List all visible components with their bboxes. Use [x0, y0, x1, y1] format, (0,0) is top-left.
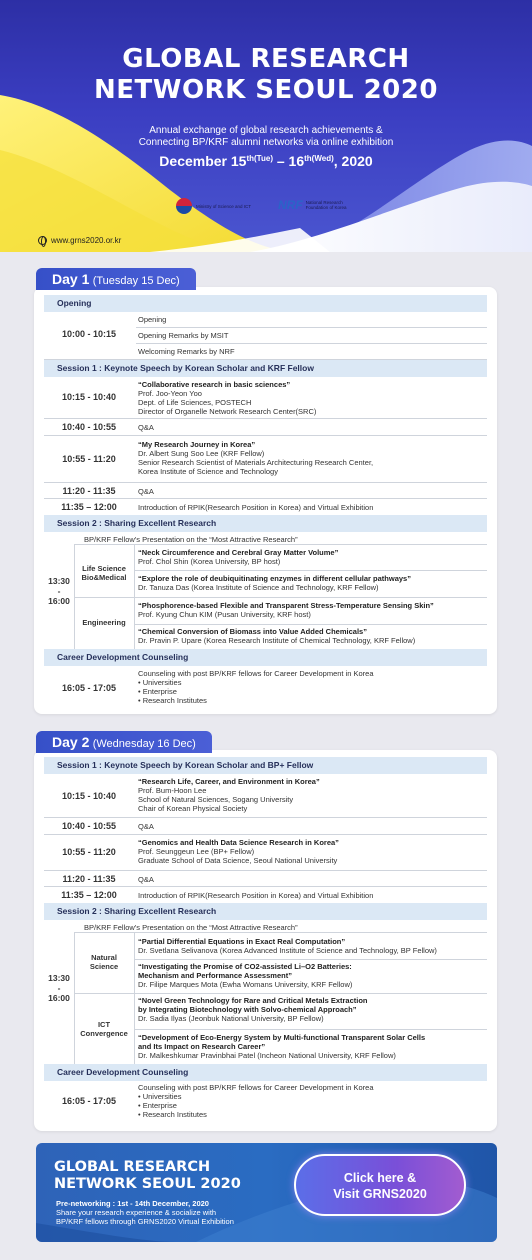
hero-banner: [0, 0, 532, 252]
day2-session2-header: Session 2 : Sharing Excellent Research: [44, 903, 487, 920]
day2-presentation-1-speaker: Dr. Svetlana Selivanova (Korea Advanced Institute of Science and Technology, BP Fellow): [138, 946, 437, 955]
day2-talk-1-role: Chair of Korean Physical Society: [138, 804, 248, 813]
divider: [134, 959, 487, 960]
day1-talk-1-time: 10:15 - 10:40: [61, 392, 117, 402]
date-start-suffix: th(Tue): [246, 154, 273, 163]
day2-tab-date: (Wednesday 16 Dec): [92, 738, 196, 750]
day1-presentation-3-speaker: Prof. Kyung Chun KIM (Pusan University, KRF host): [138, 610, 311, 619]
day2-career-line1: Counseling with post BP/KRF fellows for Career Development in Korea: [138, 1083, 374, 1092]
date-year: , 2020: [333, 153, 373, 169]
day1-career-line4: • Research Institutes: [138, 696, 207, 705]
day1-talk-1-detail: [138, 380, 487, 416]
divider: [134, 1029, 487, 1030]
day2-category-2-line1: ICT: [97, 1020, 111, 1029]
day2-career-block: [44, 1081, 487, 1123]
day1-session2-header: Session 2 : Sharing Excellent Research: [44, 515, 487, 532]
day1-qa-1-time: 10:40 - 10:55: [61, 422, 117, 432]
day1-presentation-3: [138, 601, 487, 619]
day2-presentation-1: [138, 937, 487, 955]
nrf-logo-text-1: National Research: [305, 200, 343, 205]
day1-category-life-science: [74, 564, 134, 582]
globe-icon: [38, 236, 47, 245]
day1-career-line3: • Enterprise: [138, 687, 177, 696]
day2-category-1-line2: Science: [89, 962, 119, 971]
day2-presentation-4: [138, 1033, 487, 1060]
cta-line2[interactable]: Visit GRNS2020: [333, 1187, 427, 1201]
visit-grns2020-button[interactable]: [294, 1154, 466, 1216]
day2-presentation-2-title-2: Mechanism and Performance Assessment”: [138, 971, 292, 980]
day1-session2-time-start: 13:30: [48, 576, 70, 586]
day2-presentation-3: [138, 996, 487, 1023]
day1-session2-time-end: 16:00: [48, 596, 70, 606]
day2-rpik-label: Introduction of RPIK(Research Position in Korea) and Virtual Exhibition: [138, 891, 374, 900]
day2-session2-block: [44, 920, 487, 1064]
day1-presentation-3-title: “Phosphorence-based Flexible and Transparent Stress-Temperature Sensing Skin”: [138, 601, 434, 610]
day2-career-time: 16:05 - 17:05: [61, 1096, 117, 1106]
day2-qa-1: [44, 818, 487, 834]
nrf-logo-mark: NRF: [278, 198, 303, 212]
virtual-exhibition-banner: [36, 1143, 497, 1242]
day1-session1-header: Session 1 : Keynote Speech by Korean Scholar and KRF Fellow: [44, 360, 487, 377]
day1-opening-item-2: Opening Remarks by MSIT: [138, 331, 229, 340]
day2-presentation-3-speaker: Dr. Sadia Ilyas (Jeonbuk National University, BP Fellow): [138, 1014, 324, 1023]
day1-session2-block: [44, 532, 487, 649]
nrf-logo: [278, 198, 346, 212]
day1-career-time: 16:05 - 17:05: [61, 683, 117, 693]
day1-talk-1-speaker: Prof. Joo-Yeon Yoo: [138, 389, 202, 398]
day1-career-header: Career Development Counseling: [44, 649, 487, 666]
day1-career-line1: Counseling with post BP/KRF fellows for Career Development in Korea: [138, 669, 374, 678]
day1-career-block: [44, 666, 487, 708]
day1-tab-day: Day 1: [52, 271, 90, 287]
day1-opening-item-1: Opening: [138, 315, 167, 324]
day2-talk-2: [44, 835, 487, 870]
day1-talk-1-affiliation: Dept. of Life Sciences, POSTECH: [138, 398, 252, 407]
day1-presentation-2-title: “Explore the role of deubiquitinating enzymes in different cellular pathways”: [138, 574, 411, 583]
day2-session2-time-dash: -: [57, 983, 61, 993]
hero-title-line2: NETWORK SEOUL 2020: [94, 75, 438, 105]
day2-career-detail: [138, 1083, 487, 1119]
day1-presentation-4-title: “Chemical Conversion of Biomass into Value Added Chemicals”: [138, 627, 367, 636]
sponsor-logos: [176, 198, 366, 220]
date-end-suffix: th(Wed): [304, 154, 334, 163]
day1-rpik-time: 11:35 – 12:00: [61, 502, 117, 512]
day1-rpik-label: Introduction of RPIK(Research Position in Korea) and Virtual Exhibition: [138, 503, 374, 512]
day1-talk-1-role: Director of Organelle Network Research Center(SRC): [138, 407, 317, 416]
divider: [74, 932, 75, 1064]
hero-subtitle-line1: Annual exchange of global research achievements &: [149, 125, 383, 136]
day1-talk-1-title: “Collaborative research in basic sciences”: [138, 380, 291, 389]
day1-session2-intro: BP/KRF Fellow's Presentation on the “Most Attractive Research”: [84, 535, 298, 544]
day2-talk-1-affiliation: School of Natural Sciences, Sogang University: [138, 795, 294, 804]
day2-talk-1-title: “Research Life, Career, and Environment in Korea”: [138, 777, 320, 786]
day2-presentation-4-speaker: Dr. Malkeshkumar Pravinbhai Patel (Incheon National University, KRF Fellow): [138, 1051, 396, 1060]
day1-opening-time: 10:00 - 10:15: [61, 329, 117, 339]
day2-career-line4: • Research Institutes: [138, 1110, 207, 1119]
day1-presentation-1: [138, 548, 487, 566]
day2-presentation-3-title-2: by Integrating Biotechnology with Solvo-chemical Approach”: [138, 1005, 357, 1014]
day2-category-natural-science: [74, 953, 134, 971]
taegeuk-icon: [176, 198, 192, 214]
nrf-logo-text-2: Foundation of Korea: [305, 205, 347, 210]
day2-presentation-3-title-1: “Novel Green Technology for Rare and Critical Metals Extraction: [138, 996, 368, 1005]
day1-category-1-line2: Bio&Medical: [81, 573, 127, 582]
day2-career-header: Career Development Counseling: [44, 1064, 487, 1081]
divider: [134, 624, 487, 625]
banner-text-line2: BP/KRF fellows through GRNS2020 Virtual Exhibition: [56, 1217, 234, 1226]
cta-line1[interactable]: Click here &: [343, 1171, 417, 1185]
hero-title-line1: GLOBAL RESEARCH: [122, 44, 410, 74]
day1-qa-1-label: Q&A: [138, 423, 154, 432]
day2-tab-day: Day 2: [52, 734, 90, 750]
day1-talk-2-title: “My Research Journey in Korea”: [138, 440, 256, 449]
day2-presentation-2-speaker: Dr. Filipe Marques Mota (Ewha Womans University, KRF Fellow): [138, 980, 353, 989]
day2-session2-time-end: 16:00: [48, 993, 70, 1003]
day2-career-line2: • Universities: [138, 1092, 182, 1101]
day1-presentation-4-speaker: Dr. Pravin P. Upare (Korea Research Institute of Chemical Technology, KRF Fellow): [138, 636, 416, 645]
day1-talk-2-detail: [138, 440, 487, 476]
date-start: December 15: [159, 153, 247, 169]
day1-session2-time: [44, 576, 74, 606]
hero-subtitle-line2: Connecting BP/KRF alumni networks via online exhibition: [138, 137, 394, 148]
divider: [74, 597, 487, 598]
day2-presentation-4-title-2: and Its Impact on Research Career”: [138, 1042, 266, 1051]
day1-opening-item-3: Welcoming Remarks by NRF: [138, 347, 235, 356]
day1-rpik: [44, 499, 487, 515]
day1-tab-date: (Tuesday 15 Dec): [92, 275, 180, 287]
day1-presentation-4: [138, 627, 487, 645]
day1-qa-2-label: Q&A: [138, 487, 154, 496]
day2-talk-2-speaker: Prof. Seunggeun Lee (BP+ Fellow): [138, 847, 255, 856]
day2-qa-2-label: Q&A: [138, 875, 154, 884]
day2-career-line3: • Enterprise: [138, 1101, 177, 1110]
day2-talk-2-title: “Genomics and Health Data Science Research in Korea”: [138, 838, 339, 847]
day2-session2-intro: BP/KRF Fellow's Presentation on the “Most Attractive Research”: [84, 923, 298, 932]
day2-talk-1-time: 10:15 - 10:40: [61, 791, 117, 801]
day1-career-detail: [138, 669, 487, 705]
day1-session2-time-dash: -: [57, 586, 61, 596]
day2-presentation-4-title-1: “Development of Eco-Energy System by Multi-functional Transparent Solar Cells: [138, 1033, 426, 1042]
nrf-logo-text: [306, 200, 347, 210]
banner-text-line1: Share your research experience & socialize with: [56, 1208, 217, 1217]
day1-talk-2-institute: Korea Institute of Science and Technology: [138, 467, 278, 476]
divider: [74, 544, 487, 545]
day1-opening-block: [44, 312, 487, 360]
day1-qa-2-time: 11:20 - 11:35: [62, 486, 116, 496]
day2-talk-2-detail: [138, 838, 487, 865]
day2-rpik-time: 11:35 – 12:00: [61, 890, 117, 900]
day2-presentation-2: [138, 962, 487, 989]
day2-session2-time: [44, 973, 74, 1003]
day1-talk-2-speaker: Dr. Albert Sung Soo Lee (KRF Fellow): [138, 449, 265, 458]
divider: [134, 570, 487, 571]
day2-presentation-2-title-1: “Investigating the Promise of CO2-assisted Li–O2 Batteries:: [138, 962, 352, 971]
day1-tab: [36, 268, 196, 290]
day1-talk-2-affiliation: Senior Research Scientist of Materials Architecturing Research Center,: [138, 458, 374, 467]
day1-talk-1: [44, 377, 487, 418]
day1-presentation-1-speaker: Prof. Chol Shin (Korea University, BP host): [138, 557, 281, 566]
day1-opening-header: Opening: [44, 295, 487, 312]
day2-qa-1-label: Q&A: [138, 822, 154, 831]
day1-presentation-2-speaker: Dr. Tanuza Das (Korea Institute of Science and Technology, KRF Fellow): [138, 583, 379, 592]
hero-subtitle: [0, 125, 532, 149]
divider: [74, 993, 487, 994]
day2-qa-2-time: 11:20 - 11:35: [62, 874, 116, 884]
day2-session1-header: Session 1 : Keynote Speech by Korean Scholar and BP+ Fellow: [44, 757, 487, 774]
day1-category-engineering: Engineering: [82, 618, 126, 627]
day1-presentation-2: [138, 574, 487, 592]
banner-title-line1: GLOBAL RESEARCH: [54, 1159, 211, 1175]
banner-title-line2: NETWORK SEOUL 2020: [54, 1176, 241, 1192]
day2-category-1-line1: Natural: [91, 953, 117, 962]
day2-talk-2-affiliation: Graduate School of Data Science, Seoul National University: [138, 856, 338, 865]
day2-tab: [36, 731, 212, 753]
day1-talk-2-time: 10:55 - 11:20: [62, 454, 116, 464]
day1-career-line2: • Universities: [138, 678, 182, 687]
hero-date: [0, 153, 532, 169]
banner-description: [56, 1199, 234, 1226]
day2-qa-1-time: 10:40 - 10:55: [61, 821, 117, 831]
day2-qa-2: [44, 871, 487, 886]
day2-rpik: [44, 887, 487, 903]
msit-logo: [176, 198, 251, 214]
day2-category-ict-convergence: [74, 1020, 134, 1038]
day2-session2-time-start: 13:30: [48, 973, 70, 983]
divider: [134, 932, 135, 1064]
day2-talk-1-speaker: Prof. Bum-Hoon Lee: [138, 786, 207, 795]
day1-category-1-line1: Life Science: [82, 564, 126, 573]
website-url[interactable]: www.grns2020.or.kr: [51, 236, 122, 245]
divider: [136, 327, 487, 328]
day2-talk-2-time: 10:55 - 11:20: [62, 847, 116, 857]
date-end: – 16: [272, 153, 305, 169]
divider: [136, 343, 487, 344]
day1-presentation-1-title: “Neck Circumference and Cerebral Gray Matter Volume”: [138, 548, 339, 557]
day2-talk-1: [44, 774, 487, 817]
day2-category-2-line2: Convergence: [80, 1029, 128, 1038]
msit-logo-text: Ministry of Science and ICT: [196, 203, 252, 209]
day2-presentation-1-title: “Partial Differential Equations in Exact Real Computation”: [138, 937, 346, 946]
day1-qa-2: [44, 483, 487, 498]
day2-talk-1-detail: [138, 777, 487, 813]
divider: [74, 932, 487, 933]
day1-qa-1: [44, 419, 487, 435]
day1-talk-2: [44, 436, 487, 482]
banner-pre-networking: Pre-networking : 1st - 14th December, 2020: [56, 1199, 209, 1208]
website-link[interactable]: [38, 236, 121, 245]
